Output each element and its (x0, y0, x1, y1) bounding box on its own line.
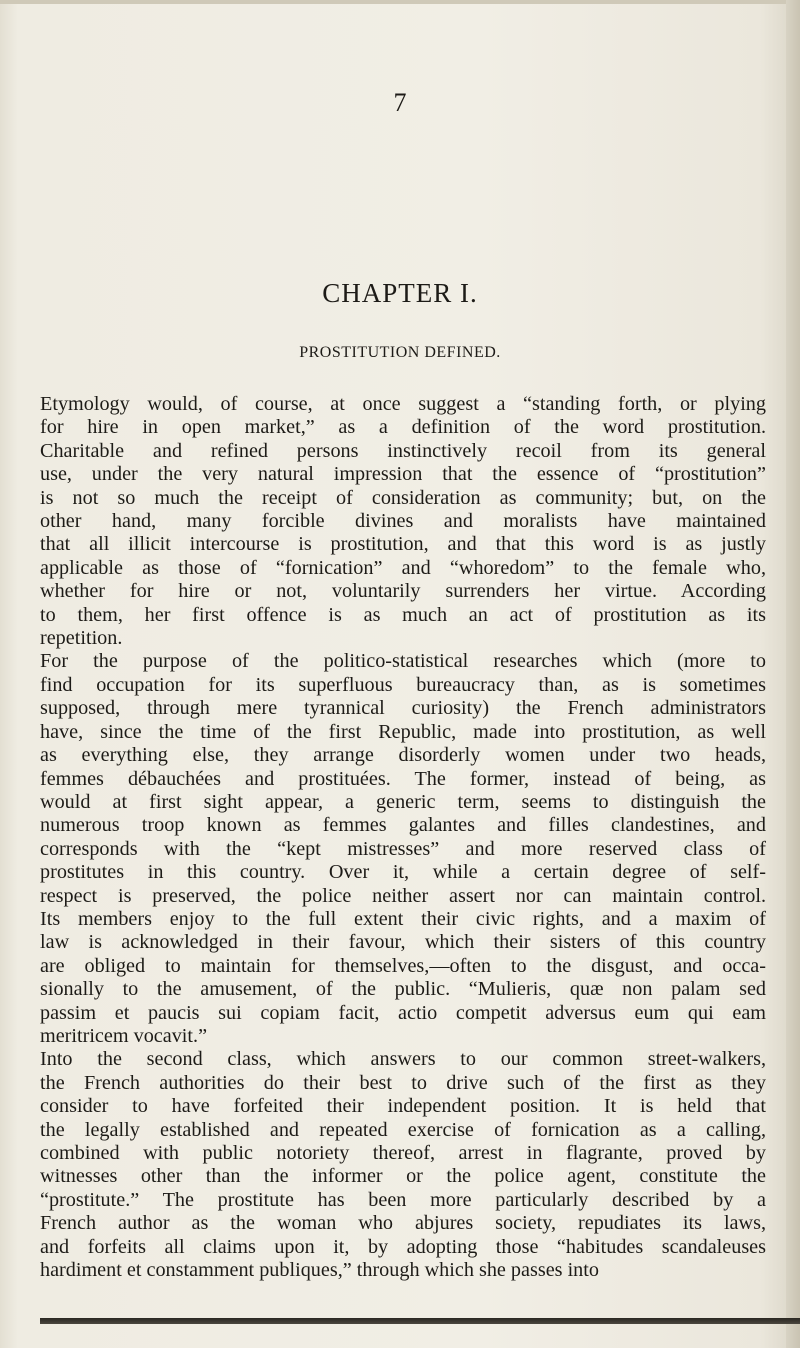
chapter-subtitle: PROSTITUTION DEFINED. (299, 344, 501, 361)
body-text (40, 393, 766, 1282)
text-line: meritricem vocavit.” (40, 1024, 208, 1047)
page-right-edge (786, 0, 800, 1348)
text-line: and forfeits all claims upon it, by adopting those “habitudes scandaleuses (40, 1235, 766, 1258)
text-line: French author as the woman who abjures society, repudiates its laws, (40, 1212, 766, 1235)
text-line: sionally to the amusement, of the public. “Mulieris, quæ non palam sed (40, 978, 766, 1001)
text-line: passim et paucis sui copiam facit, actio competit adversus eum qui eam (40, 1001, 766, 1024)
text-line: have, since the time of the first Republic, made into prostitution, as well (40, 720, 766, 743)
text-line: law is acknowledged in their favour, which their sisters of this country (40, 931, 766, 954)
text-line: prostitutes in this country. Over it, while a certain degree of self- (40, 861, 766, 884)
text-line: witnesses other than the informer or the police agent, constitute the (40, 1165, 766, 1188)
text-line: Etymology would, of course, at once suggest a “standing forth, or plying (40, 393, 766, 415)
text-line: repetition. (40, 627, 123, 650)
text-line: find occupation for its superfluous bureaucracy than, as is sometimes (40, 673, 766, 696)
chapter-heading: CHAPTER I. (322, 278, 478, 308)
text-line: “prostitute.” The prostitute has been more particularly described by a (40, 1188, 766, 1211)
text-line: Into the second class, which answers to our common street-walkers, (40, 1048, 766, 1071)
text-line: the French authorities do their best to drive such of the first as they (40, 1071, 766, 1094)
text-line: hardiment et constamment publiques,” through which she passes into (40, 1259, 599, 1282)
page-top-edge (0, 0, 800, 4)
text-line: that all illicit intercourse is prostitution, and that this word is as justly (40, 533, 766, 556)
text-line: for hire in open market,” as a definition of the word prostitution. (40, 416, 766, 439)
text-line: consider to have forfeited their independent position. It is held that (40, 1095, 766, 1118)
text-line: For the purpose of the politico-statistical researches which (more to (40, 650, 766, 673)
text-line: Its members enjoy to the full extent their civic rights, and a maxim of (40, 907, 766, 930)
text-line: would at first sight appear, a generic term, seems to distinguish the (40, 790, 766, 813)
text-line: applicable as those of “fornication” and “whoredom” to the female who, (40, 556, 766, 579)
text-line: numerous troop known as femmes galantes and filles clandestines, and (40, 814, 766, 837)
text-line: as everything else, they arrange disorderly women under two heads, (40, 744, 766, 767)
text-line: are obliged to maintain for themselves,—often to the disgust, and occa- (40, 954, 766, 977)
text-line: corresponds with the “kept mistresses” and more reserved class of (40, 837, 766, 860)
text-line: the legally established and repeated exercise of fornication as a calling, (40, 1118, 766, 1141)
text-line: Charitable and refined persons instinctively recoil from its general (40, 439, 766, 462)
text-line: respect is preserved, the police neither assert nor can maintain control. (40, 884, 766, 907)
text-line: combined with public notoriety thereof, arrest in flagrante, proved by (40, 1142, 766, 1164)
page-number: 7 (393, 88, 407, 117)
bottom-border-rule (40, 1318, 800, 1324)
text-line: to them, her first offence is as much an act of prostitution as its (40, 603, 766, 626)
text-line: whether for hire or not, voluntarily surrenders her virtue. According (40, 580, 766, 603)
text-line: use, under the very natural impression that the essence of “prostitution” (40, 463, 766, 486)
text-line: supposed, through mere tyrannical curiosity) the French administrators (40, 697, 766, 720)
text-line: femmes débauchées and prostituées. The former, instead of being, as (40, 767, 766, 790)
text-line: is not so much the receipt of consideration as community; but, on the (40, 486, 766, 509)
text-line: other hand, many forcible divines and moralists have maintained (40, 510, 766, 533)
